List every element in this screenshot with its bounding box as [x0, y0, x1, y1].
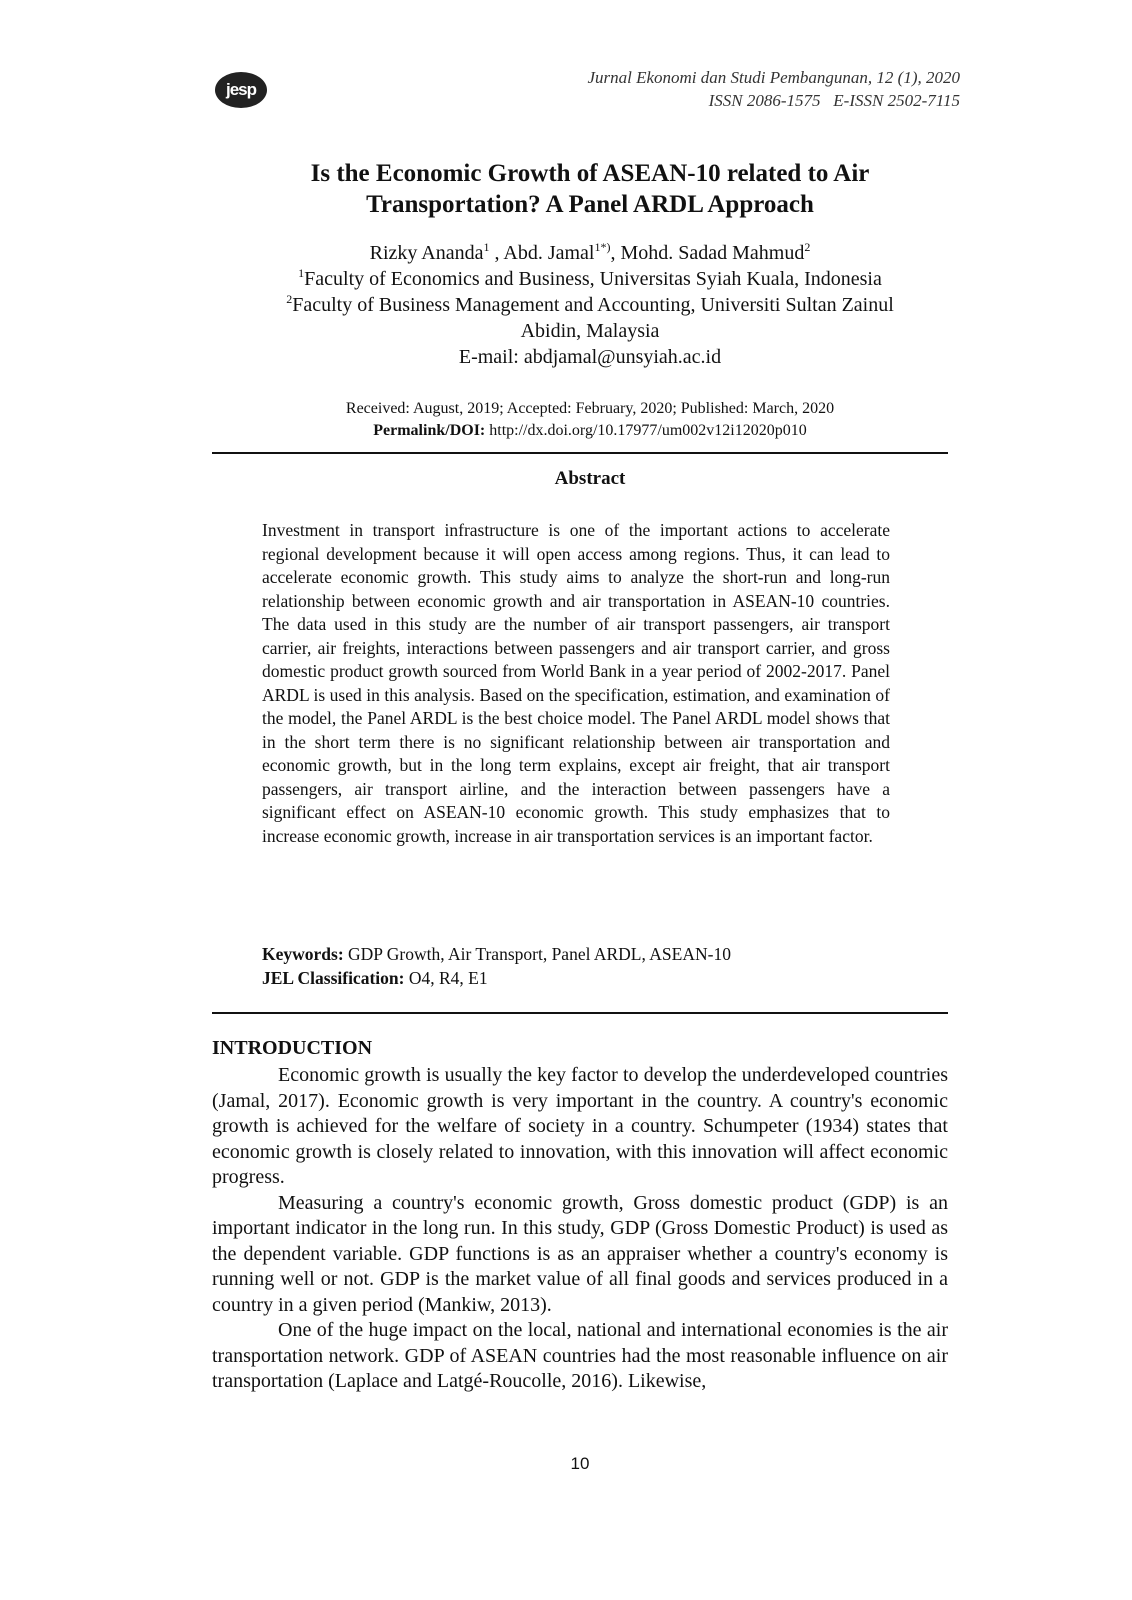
journal-citation: Jurnal Ekonomi dan Studi Pembangunan, 12 (1), 2020 [587, 68, 960, 87]
affiliation-text: Faculty of Business Management and Accounting, Universiti Sultan Zainul [292, 294, 894, 316]
doi-label: Permalink/DOI: [373, 422, 486, 439]
introduction-heading: INTRODUCTION [212, 1037, 373, 1059]
paragraph: Measuring a country's economic growth, Gross domestic product (GDP) is an important indicator in the long run. In this study, GDP (Gross Domestic Product) is used as the dependent variable. GDP functions is as an appraiser whether a country's economy is running well or not. GDP is the market value of all final goods and services produced in a country in a given period (Mankiw, 2013). [212, 1191, 948, 1316]
jel-line [262, 966, 890, 990]
jel-value: O4, R4, E1 [404, 968, 488, 988]
paragraph: One of the huge impact on the local, national and international economies is the air transportation network. GDP of ASEAN countries had the most reasonable influence on air transportation (Laplace and Latgé-Roucolle, 2016). Likewise, [212, 1319, 948, 1392]
abstract-text: Investment in transport infrastructure is one of the important actions to accelerate regional development because it will open access among regions. Thus, it can lead to accelerate economic growth. This study aims to analyze the short-run and long-run relationship between economic growth and air transportation in ASEAN-10 countries. The data used in this study are the number of air transport passengers, air transport carrier, air freights, interactions between passengers and air transport carrier, and gross domestic product growth sourced from World Bank in a year period of 2002-2017. Panel ARDL is used in this analysis. Based on the specification, estimation, and examination of the model, the Panel ARDL is the best choice model. The Panel ARDL model shows that in the short term there is no significant relationship between air transportation and economic growth, but in the long term explains, except air freight, that air transport passengers, air transport airline, and the interaction between passengers have a significant effect on ASEAN-10 economic growth. This study emphasizes that to increase economic growth, increase in air transportation services is an important factor. [262, 520, 890, 846]
keywords-value: GDP Growth, Air Transport, Panel ARDL, ASEAN-10 [343, 944, 731, 964]
author-separator: , [610, 242, 621, 264]
paragraph: Economic growth is usually the key factor to develop the underdeveloped countries (Jamal, 2017). Economic growth is very important in the country. A country's economic growth is achieved for the welfare of society in a country. Schumpeter (1934) states that economic growth is closely related to innovation, with this innovation will affect economic progress. [212, 1064, 948, 1188]
keywords-line [262, 942, 890, 966]
affiliation-text: Faculty of Economics and Business, Universitas Syiah Kuala, Indonesia [304, 268, 882, 290]
divider-top [212, 452, 948, 454]
author-name: Abd. Jamal [503, 242, 595, 264]
article-history [215, 398, 965, 442]
journal-header [587, 66, 960, 112]
author-separator: , [489, 242, 504, 264]
paper-title-line1: Is the Economic Growth of ASEAN-10 related to Air [310, 160, 870, 187]
affiliation-superscript: 2 [286, 292, 293, 306]
keywords-block [262, 942, 890, 990]
keywords-label: Keywords: [262, 944, 344, 964]
page-number: 10 [570, 1454, 590, 1473]
divider-bottom [212, 1012, 948, 1014]
paper-title-line2: Transportation? A Panel ARDL Approach [366, 191, 814, 218]
author-superscript: 1*) [594, 240, 611, 254]
affiliation-superscript: 1 [298, 266, 305, 280]
introduction-body [212, 1063, 948, 1395]
affiliation-2 [215, 292, 965, 344]
doi-line [215, 420, 965, 442]
author-name: Mohd. Sadad Mahmud [620, 242, 805, 264]
doi-link[interactable]: http://dx.doi.org/10.17977/um002v12i12020p010 [485, 422, 807, 439]
author-list [215, 240, 965, 266]
affiliation-1 [215, 266, 965, 292]
paper-title [215, 158, 965, 220]
contact-email: E-mail: abdjamal@unsyiah.ac.id [458, 346, 722, 368]
author-block [215, 240, 965, 370]
abstract-heading: Abstract [554, 468, 626, 489]
jel-label: JEL Classification: [262, 968, 405, 988]
submission-dates: Received: August, 2019; Accepted: February, 2020; Published: March, 2020 [345, 400, 835, 417]
journal-logo: jesp [215, 72, 267, 108]
journal-issn: ISSN 2086-1575 E-ISSN 2502-7115 [708, 91, 960, 110]
affiliation-text: Abidin, Malaysia [520, 320, 660, 342]
author-name: Rizky Ananda [369, 242, 484, 264]
author-superscript: 1 [483, 240, 490, 254]
author-superscript: 2 [804, 240, 811, 254]
